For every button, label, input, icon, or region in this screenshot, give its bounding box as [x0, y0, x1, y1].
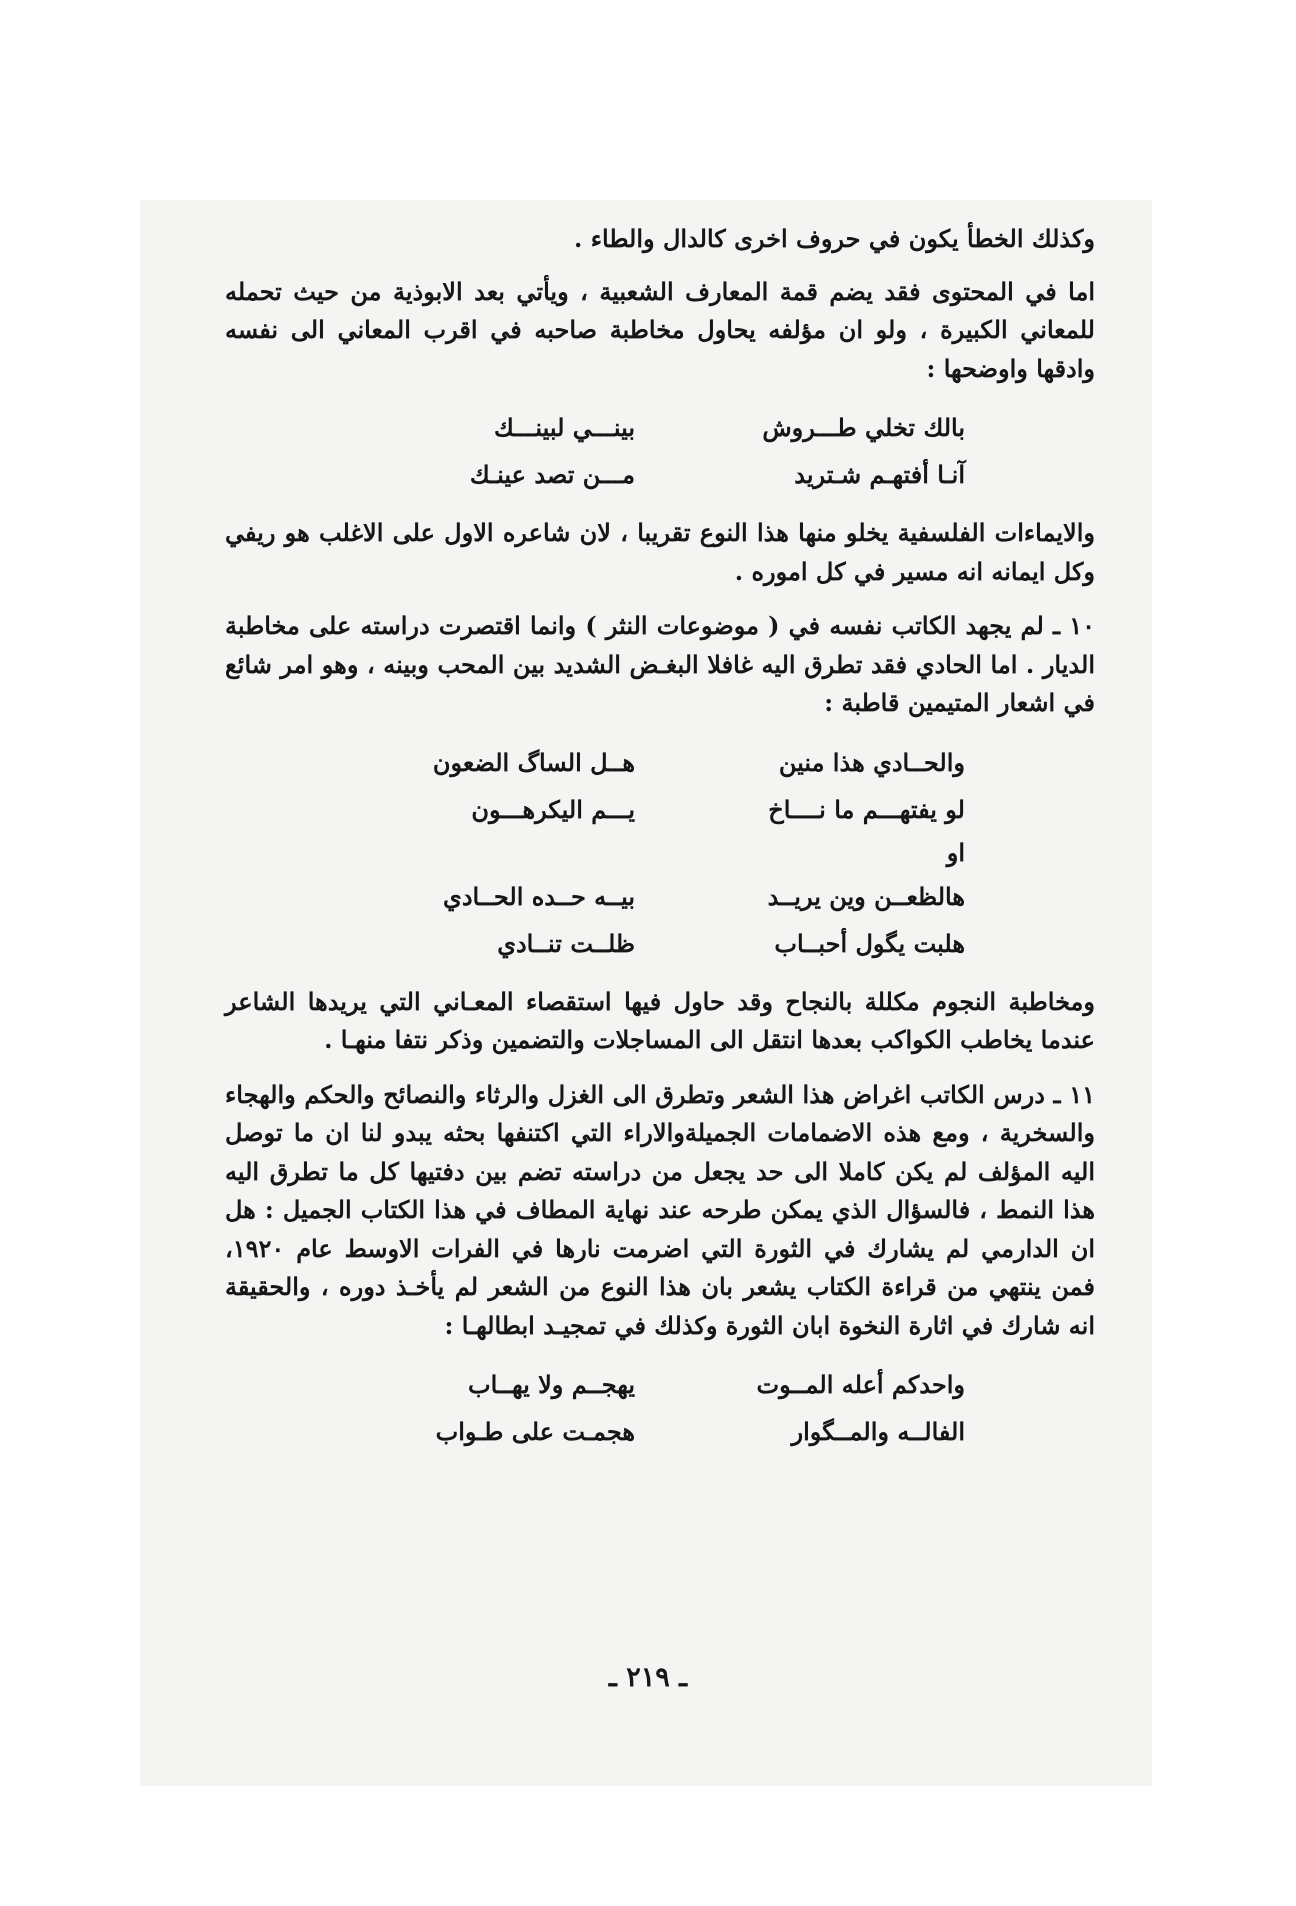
verse-hemistich-first: واحدكم أعله المــوت [756, 1370, 965, 1399]
page-body [225, 220, 1095, 1471]
verse-hemistich-second: ظلــت تنــادي [497, 928, 635, 958]
verse-hemistich-first: هالظعــن وين يريــد [767, 881, 965, 911]
paragraph-6: ١١ ـ درس الكاتب اغراض هذا الشعر وتطرق الى الغزل والرثاء والنصائح والحكم والهجاء والسخرية ، ومع هذه الاضمامات الجميلةوالاراء التي اكتنفها بحثه يبدو لنا ان ما توصل اليه المؤلف لم يكن كاملا الى حد يجعل من دراسته تضم بين دفتيها كل ما تطرق اليه هذا النمط ، فالسؤال الذي يمكن طرحه عند نهاية المطاف في هذا الكتاب الجميل : هل ان الدارمي لم يشارك في الثورة التي اضرمت نارها في الفرات الاوسط عام ١٩٢٠، فمن ينتهي من قراءة الكتاب يشعر بان هذا النوع من الشعر لم يأخـذ دوره ، والحقيقة انه شارك في اثارة النخوة ابان الثورة وكذلك في تمجيـد ابطالهـا : [225, 1079, 1096, 1340]
verse-hemistich-first: والحــادي هذا منين [778, 747, 965, 777]
verse-hemistich-second: يـــم اليكرهـــون [471, 794, 635, 824]
paragraph-1: وكذلك الخطأ يكون في حروف اخرى كالدال والطاء . [574, 224, 1095, 253]
verse-line [225, 739, 965, 786]
verse-hemistich-first: بالك تخلي طـــروش [762, 413, 965, 442]
verse-hemistich-second: بينـــي لبينـــك [494, 413, 635, 442]
verse-line [225, 1361, 965, 1408]
verse-hemistich-second: هــل الساگ الضعون [432, 747, 635, 777]
verse-line [225, 404, 965, 451]
paragraph-5: ومخاطبة النجوم مكللة بالنجاح وقد حاول فيها استقصاء المعـاني التي يريدها الشاعر عندما يخاطب الكواكب بعدها انتقل الى المساجلات والتضمين وذكر نتفا منهـا . [225, 986, 1095, 1054]
verse-hemistich-second: بيــه حــده الحــادي [443, 881, 635, 911]
verse-block-1 [225, 404, 1095, 498]
verse-block-3 [225, 1361, 1095, 1455]
paragraph-3: والايماءات الفلسفية يخلو منها هذا النوع تقريبا ، لان شاعره الاول على الاغلب هو ريفي وكل ايمانه انه مسير في كل اموره . [225, 518, 1095, 586]
verse-line [225, 786, 965, 833]
page-number: ـ ٢١٩ ـ [608, 1662, 688, 1693]
verse-hemistich-first: آنـا أفتهـم شـتريد [794, 460, 965, 489]
verse-line [225, 920, 965, 967]
verse-line [225, 451, 965, 498]
verse-hemistich-second: هجمـت على طـواب [435, 1417, 635, 1446]
verse-hemistich-first: هلبت يگول أحبــاب [774, 928, 965, 958]
paragraph-2: اما في المحتوى فقد يضم قمة المعارف الشعبية ، ويأتي بعد الابوذية من حيث تحمله للمعاني الكبيرة ، ولو ان مؤلفه يحاول مخاطبة صاحبه في اقرب المعاني الى نفسه وادقها واوضحها : [225, 276, 1095, 383]
verse-hemistich-second: يهجــم ولا يهــاب [468, 1370, 635, 1399]
verse-hemistich-first: لو يفتهـــم ما نــــاخ [768, 794, 965, 824]
verse-hemistich-first: الفالــه والمــگوار [791, 1417, 965, 1446]
verse-line [225, 873, 965, 920]
verse-block-2 [225, 739, 1095, 967]
verse-separator: او [946, 837, 965, 867]
paragraph-4: ١٠ ـ لم يجهد الكاتب نفسه في ( موضوعات النثر ) وانما اقتصرت دراسته على مخاطبة الديار . اما الحادي فقد تطرق اليه غافلا البغـض الشديد بين المحب وبينه ، وهو امر شائع في اشعار المتيمين قاطبة : [225, 611, 1095, 717]
verse-line [225, 1408, 965, 1455]
verse-hemistich-second: مـــن تصد عينـك [469, 460, 635, 489]
